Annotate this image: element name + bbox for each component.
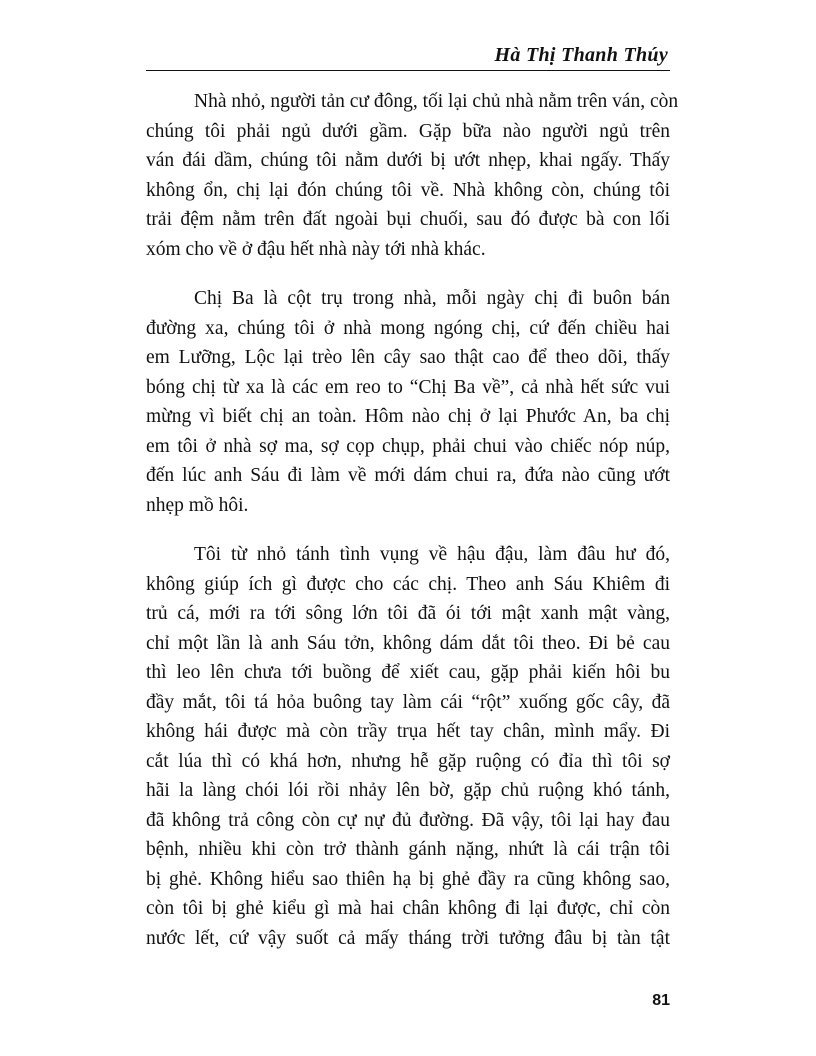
- text-line: em tôi ở nhà sợ ma, sợ cọp chụp, phải chui vào chiếc nóp núp,: [146, 435, 670, 457]
- paragraph: [146, 87, 679, 264]
- text-line: không giúp ích gì được cho các chị. Theo anh Sáu Khiêm đi: [146, 573, 670, 595]
- paragraph: [146, 284, 670, 520]
- text-line: trải đệm nằm trên đất ngoài bụi chuối, sau đó được bà con lối: [146, 209, 670, 230]
- text-line: Nhà nhỏ, người tản cư đông, tối lại chủ nhà nằm trên ván, còn: [194, 91, 679, 112]
- text-line: bệnh, nhiều khi còn trở thành gánh nặng, nhứt là cái trận tôi: [146, 839, 670, 860]
- text-line: Chị Ba là cột trụ trong nhà, mỗi ngày chị đi buôn bán: [194, 288, 670, 309]
- text-line: Tôi từ nhỏ tánh tình vụng về hậu đậu, làm đâu hư đó,: [194, 544, 670, 565]
- running-header: [146, 44, 670, 71]
- text-line: em Lưỡng, Lộc lại trèo lên cây sao thật cao để theo dõi, thấy: [146, 347, 670, 368]
- text-line: còn tôi bị ghẻ kiểu gì mà hai chân không đi lại được, chỉ còn: [146, 898, 670, 919]
- text-line: đã không trả công còn cự nự đủ đường. Đã vậy, tôi lại hay đau: [146, 809, 670, 831]
- text-line: không ổn, chị lại đón chúng tôi về. Nhà không còn, chúng tôi: [146, 179, 670, 201]
- paragraph: [146, 540, 670, 953]
- page-number: 81: [652, 992, 670, 1009]
- text-line: chỉ một lần là anh Sáu tởn, không dám dắt tôi theo. Đi bẻ cau: [146, 632, 670, 654]
- text-line: thì leo lên chưa tới buồng để xiết cau, gặp phải kiến hôi bu: [146, 662, 670, 683]
- text-line: hãi la làng chói lói rồi nhảy lên bờ, gặp chủ ruộng khó tánh,: [146, 780, 670, 801]
- text-line: xóm cho về ở đậu hết nhà này tới nhà khác.: [146, 238, 486, 260]
- text-line: trủ cá, mới ra tới sông lớn tôi đã ói tới mật xanh mật vàng,: [146, 603, 670, 624]
- text-line: chúng tôi phải ngủ dưới gầm. Gặp bữa nào người ngủ trên: [146, 120, 670, 142]
- text-line: đến lúc anh Sáu đi làm về mới dám chui ra, đứa nào cũng ướt: [146, 465, 670, 486]
- header-author: Hà Thị Thanh Thúy: [494, 44, 668, 66]
- text-line: đầy mắt, tôi tá hỏa buông tay làm cái “rột” xuống gốc cây, đã: [146, 691, 670, 713]
- text-line: không hái được mà còn trầy trụa hết tay chân, mình mẩy. Đi: [146, 721, 670, 742]
- text-line: nhẹp mồ hôi.: [146, 494, 249, 516]
- text-line: mừng vì biết chị an toàn. Hôm nào chị ở lại Phước An, ba chị: [146, 406, 670, 427]
- text-line: bóng chị từ xa là các em reo to “Chị Ba về”, cả nhà hết sức vui: [146, 376, 670, 398]
- text-line: bị ghẻ. Không hiểu sao thiên hạ bị ghẻ đầy ra cũng không sao,: [146, 868, 670, 890]
- text-line: ván đái dầm, chúng tôi nằm dưới bị ướt nhẹp, khai ngấy. Thấy: [146, 150, 670, 171]
- text-line: đường xa, chúng tôi ở nhà mong ngóng chị, cứ đến chiều hai: [146, 317, 670, 339]
- text-line: cắt lúa thì có khá hơn, nhưng hễ gặp ruộng có đỉa thì tôi sợ: [146, 750, 670, 772]
- text-line: nước lết, cứ vậy suốt cả mấy tháng trời tưởng đâu bị tàn tật: [146, 927, 670, 949]
- body-text: [146, 87, 679, 973]
